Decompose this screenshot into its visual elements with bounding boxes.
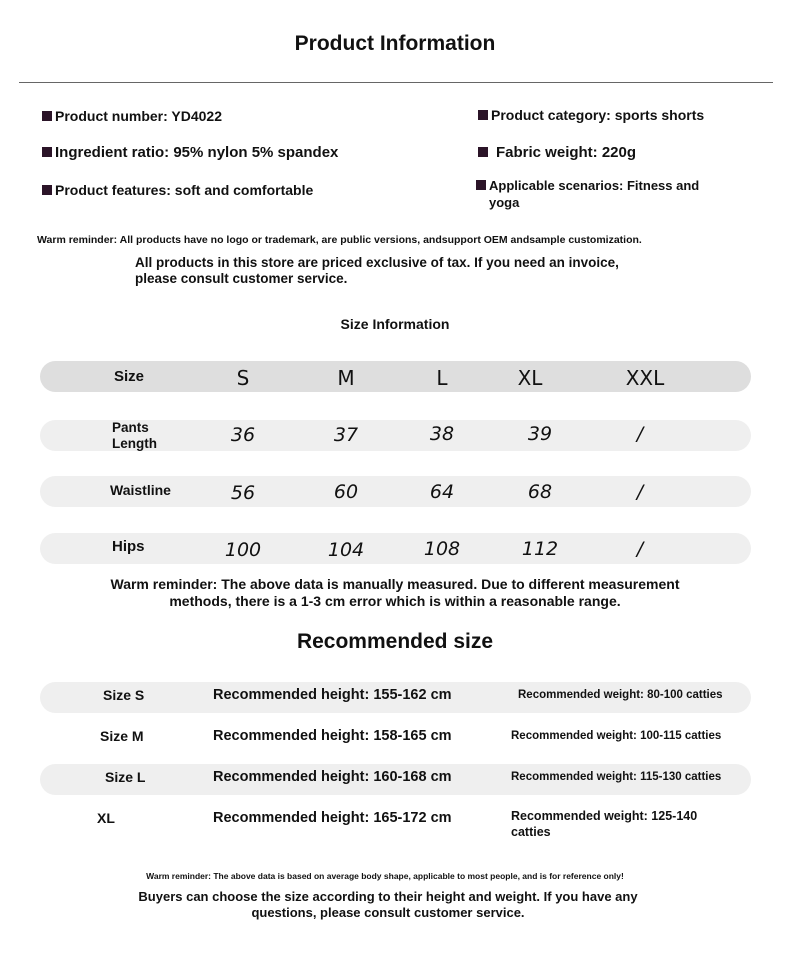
- row-label-waistline: Waistline: [110, 482, 171, 498]
- fabric-weight: Fabric weight: 220g: [478, 144, 636, 161]
- product-number: Product number: YD4022: [42, 108, 222, 125]
- size-col-m: M: [337, 366, 355, 390]
- table-cell: 39: [527, 423, 553, 445]
- size-header-label: Size: [114, 368, 145, 385]
- list-item: [40, 682, 751, 713]
- table-row: [40, 420, 751, 451]
- size-col-s: S: [236, 366, 250, 390]
- bullet-square-icon: [42, 185, 52, 195]
- reference-reminder: Warm reminder: The above data is based on average body shape, applicable to most people, and is for reference only!: [146, 871, 624, 881]
- bullet-square-icon: [42, 147, 52, 157]
- table-row: [40, 533, 751, 564]
- table-cell: 104: [327, 539, 365, 561]
- table-cell: 100: [224, 539, 262, 561]
- table-cell: 68: [527, 481, 553, 503]
- measurement-reminder: Warm reminder: The above data is manually measured. Due to different measurement methods, there is a 1-3 cm error which is within a reasonable range.: [110, 576, 680, 609]
- size-col-l: L: [436, 366, 448, 390]
- list-item: [40, 764, 751, 795]
- row-label-hips: Hips: [112, 538, 145, 555]
- rec-size: Size S: [103, 687, 145, 703]
- table-cell: 36: [230, 424, 256, 446]
- table-cell: 56: [230, 482, 256, 504]
- logo-reminder: Warm reminder: All products have no logo or trademark, are public versions, andsupport OEM andsample customization.: [37, 234, 642, 246]
- table-cell: 38: [429, 423, 455, 445]
- consult-note: Buyers can choose the size according to their height and weight. If you have any questions, please consult customer service.: [138, 889, 638, 920]
- bullet-square-icon: [478, 147, 488, 157]
- rec-weight: Recommended weight: 125-140 catties: [511, 809, 698, 839]
- table-row: [40, 476, 751, 507]
- table-cell: 37: [333, 424, 359, 446]
- product-features: Product features: soft and comfortable: [42, 182, 313, 199]
- rec-size: Size L: [105, 769, 146, 785]
- recommended-title: Recommended size: [296, 630, 494, 653]
- table-cell: /: [636, 481, 644, 503]
- tax-note: All products in this store are priced exclusive of tax. If you need an invoice, please consult customer service.: [135, 255, 619, 286]
- rec-height: Recommended height: 165-172 cm: [213, 810, 452, 826]
- table-cell: 108: [423, 538, 461, 560]
- row-label-pants-length: Pants Length: [112, 420, 157, 451]
- rec-weight: Recommended weight: 115-130 catties: [511, 771, 722, 783]
- list-item: [40, 723, 751, 754]
- applicable-scenarios: Applicable scenarios: Fitness and yoga: [476, 177, 726, 211]
- rec-weight: Recommended weight: 100-115 catties: [511, 730, 722, 742]
- size-col-xxl: XXL: [625, 366, 665, 390]
- ingredient-ratio: Ingredient ratio: 95% nylon 5% spandex: [42, 144, 338, 161]
- bullet-square-icon: [478, 110, 488, 120]
- rec-height: Recommended height: 155-162 cm: [213, 687, 452, 703]
- table-cell: 112: [521, 538, 559, 560]
- size-col-xl: XL: [517, 366, 543, 390]
- size-header-row: [40, 361, 751, 392]
- rec-height: Recommended height: 158-165 cm: [213, 728, 452, 744]
- list-item: [40, 805, 751, 845]
- product-category: Product category: sports shorts: [478, 107, 704, 124]
- size-info-title: Size Information: [340, 316, 450, 332]
- rec-size: XL: [97, 810, 115, 826]
- table-cell: /: [636, 423, 644, 445]
- table-cell: 64: [429, 481, 455, 503]
- page-title: Product Information: [294, 32, 496, 55]
- table-cell: /: [636, 538, 644, 560]
- rec-size: Size M: [100, 728, 144, 744]
- divider: [19, 82, 773, 83]
- rec-weight: Recommended weight: 80-100 catties: [518, 689, 723, 701]
- rec-height: Recommended height: 160-168 cm: [213, 769, 452, 785]
- bullet-square-icon: [476, 180, 486, 190]
- table-cell: 60: [333, 481, 359, 503]
- bullet-square-icon: [42, 111, 52, 121]
